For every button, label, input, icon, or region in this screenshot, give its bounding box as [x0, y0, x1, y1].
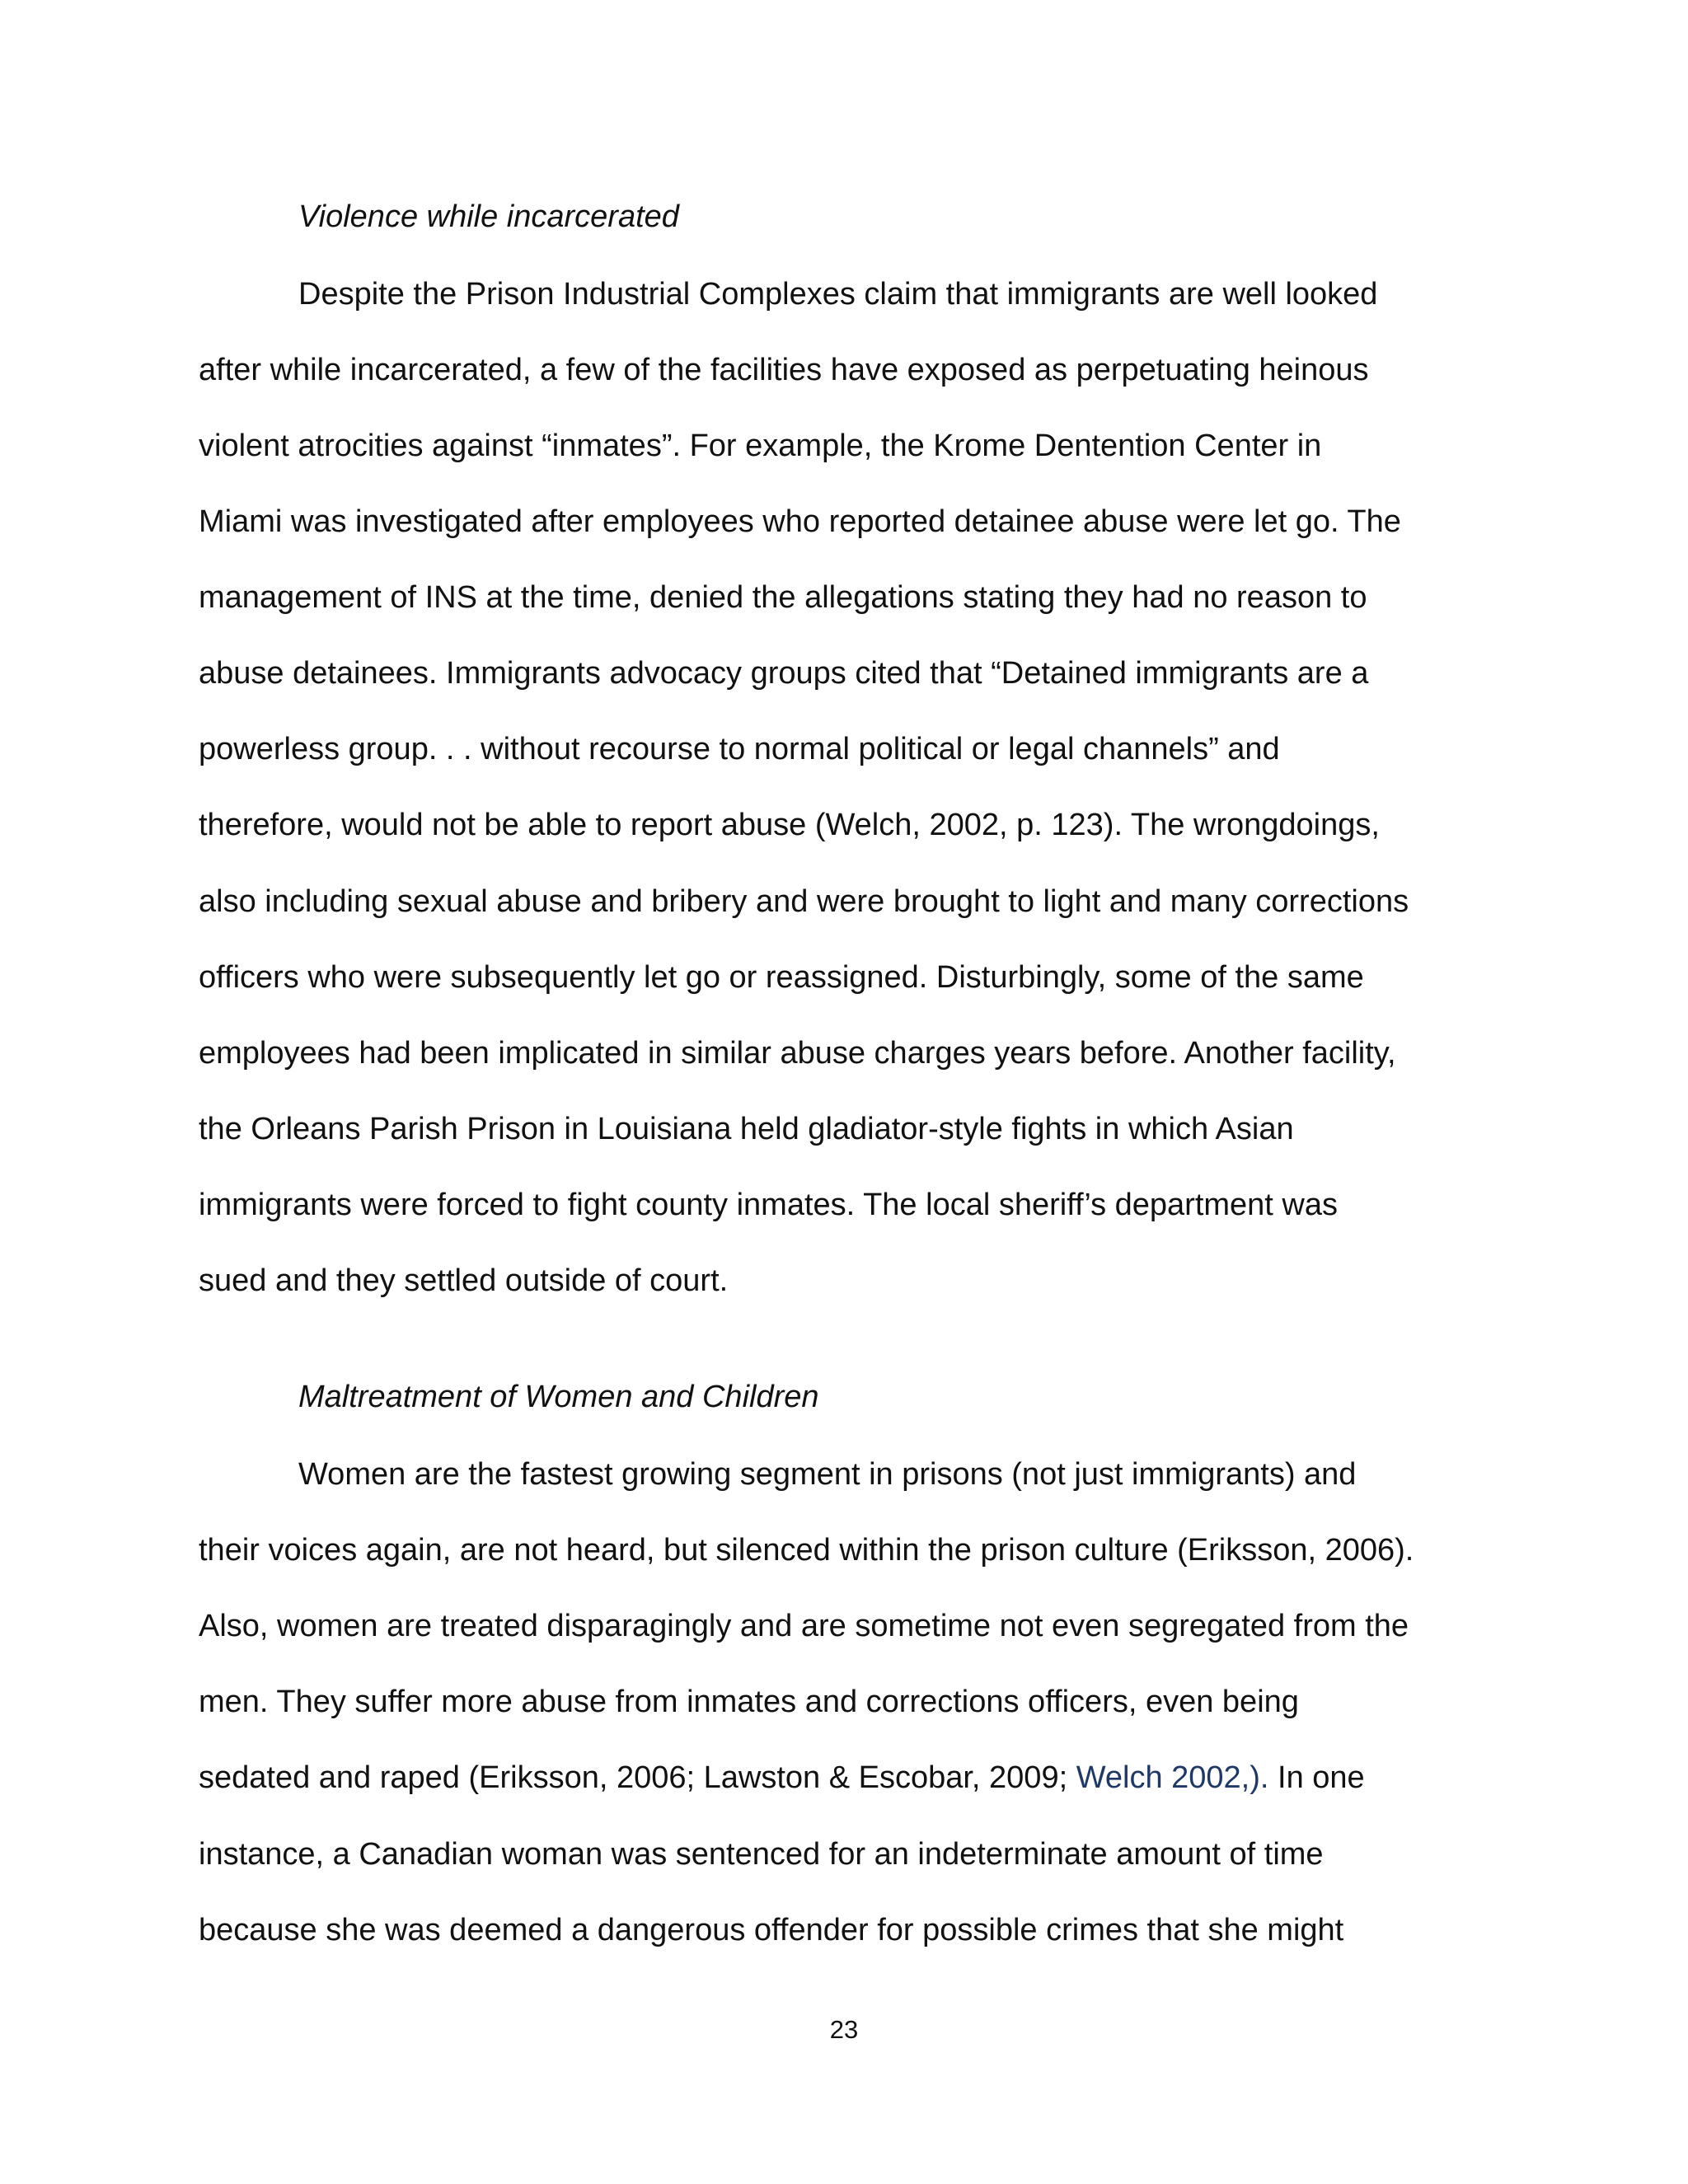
section-heading-maltreatment: Maltreatment of Women and Children [298, 1380, 819, 1414]
citation-link[interactable]: Welch 2002,). [1076, 1760, 1269, 1795]
section-heading-violence: Violence while incarcerated [298, 199, 679, 234]
paragraph-line: after while incarcerated, a few of the facilities have exposed as perpetuating heinous [199, 353, 1369, 387]
paragraph-line: Women are the fastest growing segment in prisons (not just immigrants) and [298, 1457, 1357, 1492]
paragraph-line: sued and they settled outside of court. [199, 1263, 729, 1298]
paragraph-line: employees had been implicated in similar abuse charges years before. Another facility, [199, 1036, 1396, 1071]
paragraph-line: powerless group. . . without recourse to normal political or legal channels” and [199, 732, 1280, 766]
citation-text: sedated and raped (Eriksson, 2006; Lawston & Escobar, 2009; [199, 1760, 1076, 1795]
paragraph-line: because she was deemed a dangerous offender for possible crimes that she might [199, 1913, 1344, 1947]
paragraph-line: management of INS at the time, denied the allegations stating they had no reason to [199, 580, 1367, 615]
paragraph-line: abuse detainees. Immigrants advocacy groups cited that “Detained immigrants are a [199, 656, 1369, 691]
paragraph-line: violent atrocities against “inmates”. For example, the Krome Dentention Center in [199, 429, 1322, 463]
paragraph-line: their voices again, are not heard, but silenced within the prison culture (Eriksson, 2006). [199, 1533, 1414, 1568]
page-number: 23 [829, 2015, 859, 2044]
paragraph-line-citation [199, 1759, 1365, 1797]
paragraph-line: the Orleans Parish Prison in Louisiana held gladiator-style fights in which Asian [199, 1112, 1294, 1146]
paragraph-line: men. They suffer more abuse from inmates and corrections officers, even being [199, 1685, 1299, 1719]
paragraph-line: Also, women are treated disparagingly and are sometime not even segregated from the [199, 1609, 1409, 1643]
paragraph-line: immigrants were forced to fight county inmates. The local sheriff’s department was [199, 1188, 1338, 1222]
paragraph-line: therefore, would not be able to report abuse (Welch, 2002, p. 123). The wrongdoings, [199, 808, 1380, 842]
paragraph-line: instance, a Canadian woman was sentenced for an indeterminate amount of time [199, 1837, 1324, 1872]
citation-text-after: In one [1268, 1760, 1365, 1795]
paragraph-line: also including sexual abuse and bribery and were brought to light and many corrections [199, 884, 1409, 919]
paragraph-line: officers who were subsequently let go or reassigned. Disturbingly, some of the same [199, 960, 1364, 995]
paragraph-line: Miami was investigated after employees who reported detainee abuse were let go. The [199, 504, 1401, 539]
paragraph-line: Despite the Prison Industrial Complexes claim that immigrants are well looked [298, 277, 1378, 312]
